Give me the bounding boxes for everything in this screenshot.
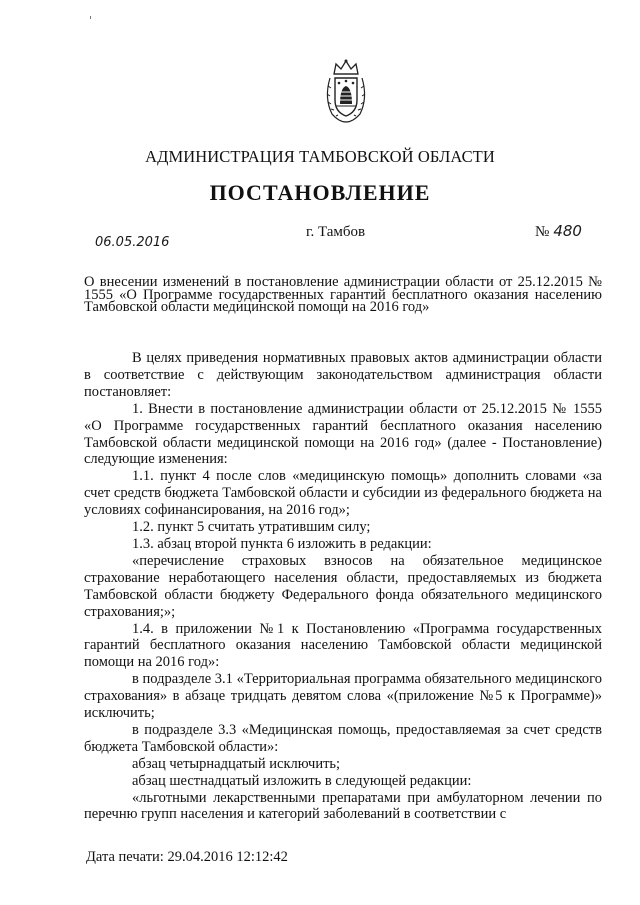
document-number [535,222,582,241]
document-subject: О внесении изменений в постановление администрации области от 25.12.2015 № 1555 «О Программе государственных гарантий бесплатного оказания населению Тамбовской области медицинской помощи на 2016 год» [84,274,602,315]
paragraph: 1.3. абзац второй пункта 6 изложить в редакции: [132,535,432,552]
handwritten-number: 480 [553,222,582,240]
paragraph: «перечисление страховых взносов на обязательное медицинское страхование неработающего населения области, предоставляемых из бюджета Тамбовской области бюджету Федерального фонда обязательного медицинского страхования;»; [84,552,602,620]
number-label: № [535,224,550,240]
paragraph: абзац четырнадцатый исключить; [132,755,341,772]
paragraph: «льготными лекарственными препаратами при амбулаторном лечении по перечню групп населения и категорий заболеваний в соответствии с [84,789,602,823]
print-date: Дата печати: 29.04.2016 12:12:42 [86,849,288,865]
paragraph: абзац шестнадцатый изложить в следующей редакции: [132,772,472,789]
paragraph: в подразделе 3.3 «Медицинская помощь, предоставляемая за счет средств бюджета Тамбовской области»: [84,721,602,755]
issuing-authority: АДМИНИСТРАЦИЯ ТАМБОВСКОЙ ОБЛАСТИ [145,147,495,166]
paragraph: 1.4. в приложении №1 к Постановлению «Программа государственных гарантий бесплатного оказания населению Тамбовской области медицинской помощи на 2016 год»: [84,620,602,671]
document-type: ПОСТАНОВЛЕНИЕ [209,180,431,205]
coat-of-arms-icon [322,58,370,126]
paragraph: в подразделе 3.1 «Территориальная программа обязательного медицинского страхования» в абзаце тридцать девятом слова «(приложение №5 к Программе)» исключить; [84,671,602,722]
document-body [84,350,602,823]
handwritten-date: 06.05.2016 [95,235,170,250]
paragraph: 1.2. пункт 5 считать утратившим силу; [132,519,371,536]
city: г. Тамбов [306,224,366,240]
paragraph: В целях приведения нормативных правовых актов администрации области в соответствие с действующим законодательством администрация области постановляет: [84,350,602,400]
scan-mark [90,16,91,19]
paragraph: 1.1. пункт 4 после слов «медицинскую помощь» дополнить словами «за счет средств бюджета Тамбовской области и субсидии из федерального бюджета на условиях софинансирования, на 2016 год»; [84,468,602,519]
paragraph: 1. Внести в постановление администрации области от 25.12.2015 № 1555 «О Программе государственных гарантий бесплатного оказания населению Тамбовской области медицинской помощи на 2016 год» (далее - Постановление) следующие изменения: [84,400,602,468]
